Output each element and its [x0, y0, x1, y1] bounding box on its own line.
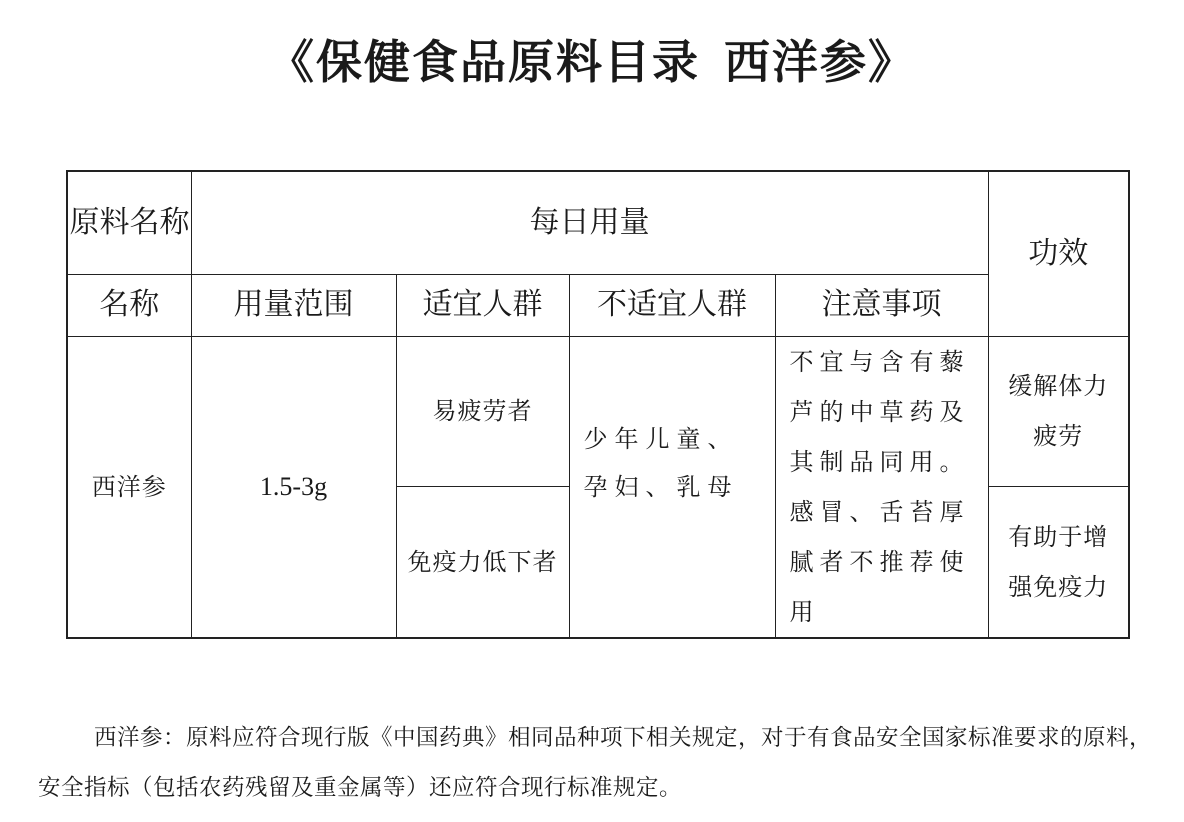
notes-cell: [775, 336, 988, 638]
suitable-cell-immunity: 免疫力低下者: [396, 486, 569, 638]
title-main: 《保健食品原料目录: [268, 35, 700, 89]
unsuitable-cell: [569, 336, 775, 638]
daily-dosage-header: 每日用量: [191, 171, 988, 274]
unsuitable-text: 少年儿童、孕妇、乳母: [583, 424, 739, 501]
material-name-header: [67, 171, 191, 274]
unsuitable-header: 不适宜人群: [569, 274, 775, 336]
efficacy-header: 功效: [988, 171, 1129, 336]
dose-range-cell: 1.5-3g: [191, 336, 396, 638]
dose-range-header: 用量范围: [191, 274, 396, 336]
notes-text: 不宜与含有藜芦的中草药及其制品同用。感冒、舌苔厚腻者不推荐使用: [789, 347, 970, 626]
title-sub: 西洋参》: [724, 35, 916, 89]
notes-header: 注意事项: [775, 274, 988, 336]
header-row-2: [67, 274, 1129, 336]
catalog-table: [66, 170, 1130, 639]
efficacy-text-fatigue: 缓解体力疲劳: [1008, 372, 1109, 450]
document-title: [0, 22, 1184, 102]
efficacy-text-immunity: 有助于增强免疫力: [1008, 522, 1109, 601]
footnote: 西洋参：原料应符合现行版《中国药典》相同品种项下相关规定，对于有食品安全国家标准要求的原料，安全指标（包括农药残留及重金属等）还应符合现行标准规定。: [38, 724, 1153, 801]
material-name-cell: 西洋参: [67, 336, 191, 638]
data-row: [67, 336, 1129, 486]
header-row-1: [67, 171, 1129, 274]
suitable-cell-fatigue: 易疲劳者: [396, 336, 569, 486]
material-name-header-text: 原料名称: [69, 204, 190, 240]
efficacy-cell-immunity: [988, 486, 1129, 638]
efficacy-cell-fatigue: [988, 336, 1129, 486]
suitable-header: 适宜人群: [396, 274, 569, 336]
name-header: 名称: [67, 274, 191, 336]
